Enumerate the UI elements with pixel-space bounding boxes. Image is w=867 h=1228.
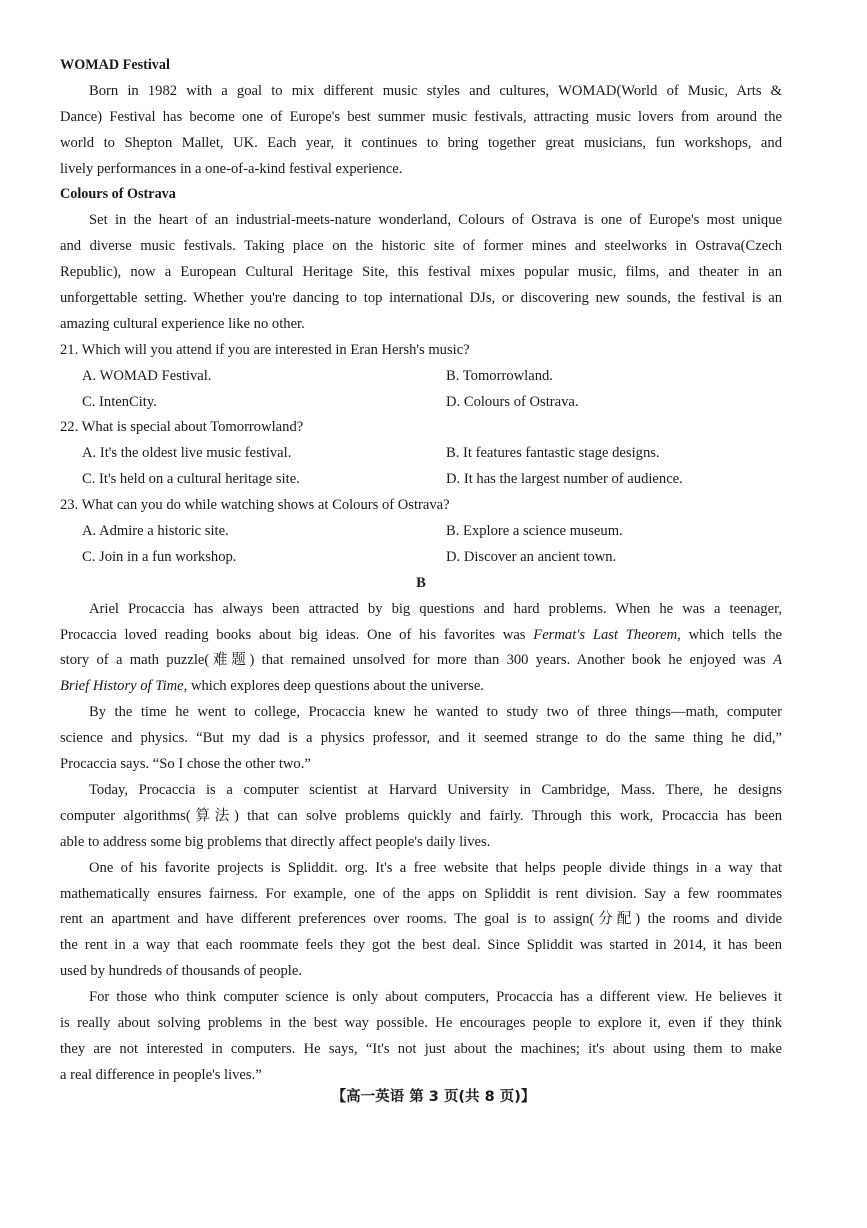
option-row bbox=[60, 390, 782, 416]
option-c: C. It's held on a cultural heritage site. bbox=[82, 471, 300, 488]
passage-b-line: Ariel Procaccia has always been attracted by big questions and hard problems. When he was a teenager, bbox=[89, 600, 782, 617]
womad-line: world to Shepton Mallet, UK. Each year, it continues to bring together great musicians, fun workshops, and bbox=[60, 134, 782, 151]
text-run: , which explores deep questions about the universe. bbox=[183, 678, 484, 695]
passage-b-line: science and physics. “But my dad is a physics professor, and it seemed strange to do the same thing he did,” bbox=[60, 730, 782, 747]
ostrava-line: Set in the heart of an industrial-meets-nature wonderland, Colours of Ostrava is one of Europe's most unique bbox=[89, 212, 782, 229]
passage-b-line: Procaccia says. “So I chose the other two.” bbox=[60, 756, 311, 773]
option-a: A. WOMAD Festival. bbox=[82, 367, 212, 384]
passage-b-line: able to address some big problems that directly affect people's daily lives. bbox=[60, 833, 491, 850]
option-row bbox=[60, 441, 782, 467]
book-title: A bbox=[773, 652, 782, 669]
passage-b-line: rent an apartment and have different preferences over rooms. The goal is to assign(分配) the rooms and divide bbox=[60, 911, 782, 928]
option-d: D. Colours of Ostrava. bbox=[446, 393, 579, 410]
option-a: A. It's the oldest live music festival. bbox=[82, 445, 292, 462]
ostrava-line: unforgettable setting. Whether you're dancing to top international DJs, or discovering new sounds, the festival is an bbox=[60, 290, 782, 307]
passage-b-line bbox=[60, 648, 782, 674]
passage-b-line: One of his favorite projects is Spliddit. org. It's a free website that helps people divide things in a way that bbox=[89, 859, 782, 876]
question-stem: 22. What is special about Tomorrowland? bbox=[60, 419, 304, 436]
passage-b-line: By the time he went to college, Procaccia knew he wanted to study two of three things—math, computer bbox=[89, 704, 782, 721]
womad-line: Dance) Festival has become one of Europe's best summer music festivals, attracting music lovers from around the bbox=[60, 108, 782, 125]
passage-b-line: used by hundreds of thousands of people. bbox=[60, 963, 302, 980]
option-d: D. It has the largest number of audience. bbox=[446, 471, 683, 488]
ostrava-line: Republic), now a European Cultural Heritage Site, this festival mixes popular music, films, and theater in an bbox=[60, 264, 782, 281]
text-run: Procaccia loved reading books about big ideas. One of his favorites was bbox=[60, 626, 534, 643]
passage-b-line: computer algorithms(算法) that can solve problems quickly and fairly. Through this work, Procaccia has been bbox=[60, 807, 782, 824]
question-stem: 21. Which will you attend if you are interested in Eran Hersh's music? bbox=[60, 341, 470, 358]
exam-page bbox=[60, 53, 782, 1089]
passage-b-line: For those who think computer science is only about computers, Procaccia has a different view. He believes it bbox=[89, 989, 782, 1006]
option-c: C. IntenCity. bbox=[82, 393, 157, 410]
womad-title: WOMAD Festival bbox=[60, 57, 170, 73]
option-a: A. Admire a historic site. bbox=[82, 523, 229, 540]
option-c: C. Join in a fun workshop. bbox=[82, 548, 237, 565]
passage-b-line: mathematically ensures fairness. For example, one of the apps on Spliddit is rent division. Say a few roommates bbox=[60, 885, 782, 902]
question-stem: 23. What can you do while watching shows at Colours of Ostrava? bbox=[60, 497, 450, 514]
option-b: B. Tomorrowland. bbox=[446, 367, 553, 384]
option-row bbox=[60, 364, 782, 390]
womad-line: Born in 1982 with a goal to mix different music styles and cultures, WOMAD(World of Music, Arts & bbox=[89, 82, 782, 99]
passage-b-line: is really about solving problems in the best way possible. He encourages people to explore it, even if they think bbox=[60, 1014, 782, 1031]
ostrava-line: and diverse music festivals. Taking place on the historic site of former mines and steelworks in Ostrava(Czech bbox=[60, 238, 782, 255]
passage-b-line: a real difference in people's lives.” bbox=[60, 1066, 262, 1083]
womad-line: lively performances in a one-of-a-kind festival experience. bbox=[60, 160, 403, 177]
ostrava-title: Colours of Ostrava bbox=[60, 186, 176, 203]
book-title: Fermat's Last Theorem bbox=[533, 626, 678, 643]
passage-b-line bbox=[60, 623, 782, 649]
passage-b-line: the rent in a way that each roommate feels they got the best deal. Since Spliddit was started in 2014, it has been bbox=[60, 937, 782, 954]
passage-b-line: they are not interested in computers. He says, “It's not just about the machines; it's about using them to make bbox=[60, 1040, 782, 1057]
section-b-label: B bbox=[416, 574, 426, 591]
passage-b-line bbox=[60, 674, 782, 700]
ostrava-line: amazing cultural experience like no other. bbox=[60, 315, 305, 332]
option-row bbox=[60, 467, 782, 493]
option-row bbox=[60, 519, 782, 545]
text-run: story of a math puzzle(难题) that remained unsolved for more than 300 years. Another book he enjoyed was bbox=[60, 652, 774, 669]
page-footer: 【高一英语 第 3 页(共 8 页)】 bbox=[331, 1089, 536, 1105]
option-b: B. It features fantastic stage designs. bbox=[446, 445, 660, 462]
passage-b-line: Today, Procaccia is a computer scientist at Harvard University in Cambridge, Mass. There, he designs bbox=[89, 781, 782, 798]
book-title: Brief History of Time bbox=[60, 678, 184, 695]
text-run: , which tells the bbox=[677, 626, 782, 643]
option-row bbox=[60, 545, 782, 571]
option-d: D. Discover an ancient town. bbox=[446, 548, 617, 565]
option-b: B. Explore a science museum. bbox=[446, 523, 623, 540]
